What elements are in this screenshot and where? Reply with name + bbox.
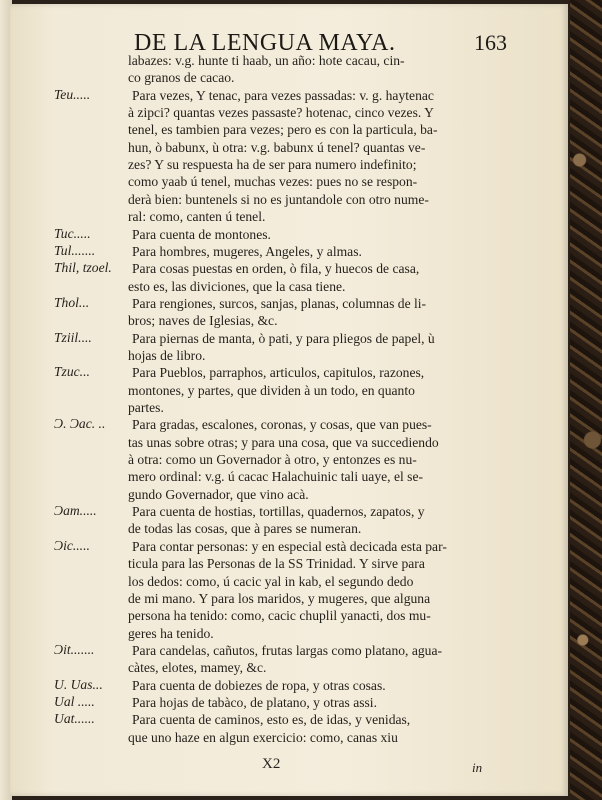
entry-line: gundo Governador, que vino acà. <box>128 486 309 502</box>
printer-signature: X2 <box>262 756 281 772</box>
entry-line: persona ha tenido: como, cacic chuplil yanacti, dos mu- <box>128 608 431 624</box>
entry-term: Ɔit....... <box>54 641 95 657</box>
entry-line: partes. <box>128 400 164 415</box>
entry-term: Tuc..... <box>54 225 91 241</box>
running-head: DE LA LENGUA MAYA. <box>134 30 396 56</box>
entry-line: hun, ò babunx, ù otra: v.g. babunx ú tenel? quantas ve- <box>128 139 426 155</box>
entry-line: Para hombres, mugeres, Angeles, y almas. <box>132 243 362 259</box>
entry-line: zes? Y su respuesta ha de ser para numero indefinito; <box>128 157 417 173</box>
entry-term: Thil, tzoel. <box>54 260 112 276</box>
entry-term: Teu..... <box>54 86 91 102</box>
entry-line: Para candelas, cañutos, frutas largas como platano, agua- <box>132 642 443 658</box>
entry-line: como yaab ú tenel, muchas vezes: pues no se respon- <box>128 174 418 190</box>
entry-line: bros; naves de Iglesias, &c. <box>128 313 278 329</box>
entry-line: Para contar personas: y en especial està decicada esta par- <box>132 538 447 554</box>
entry-line: à zipci? quantas vezes passaste? hotenac, cinco vezes. Y <box>128 105 434 121</box>
entry-term: Thol... <box>54 294 90 310</box>
entry-line: hojas de libro. <box>128 347 206 363</box>
entry-line: Para cosas puestas en orden, ò fila, y huecos de casa, <box>132 261 420 277</box>
catchword: in <box>472 760 483 775</box>
entry-line: montones, y partes, que dividen à un todo, en quanto <box>128 382 415 398</box>
entry-line: Para hojas de tabàco, de platano, y otras assi. <box>132 694 377 710</box>
entry-line: Para vezes, Y tenac, para vezes passadas: v. g. haytenac <box>132 87 434 103</box>
entry-line: co granos de cacao. <box>128 70 235 86</box>
entry-line: los dedos: como, ú cacic yal in kab, el segundo dedo <box>128 573 414 589</box>
entry-term: Ɔ. Ɔac. .. <box>54 416 106 432</box>
entry-term: Tul....... <box>54 242 96 258</box>
entry-term: Tzuc... <box>54 364 90 380</box>
entry-line: que uno haze en algun exercicio: como, canas xiu <box>128 729 398 745</box>
entry-line: de mi mano. Y para los maridos, y mugeres, que alguna <box>128 590 431 606</box>
entry-line: Para gradas, escalones, coronas, y cosas, que van pues- <box>132 417 432 433</box>
entry-line: Para piernas de manta, ò pati, y para pliegos de papel, ù <box>132 330 435 346</box>
entry-line: Para cuenta de caminos, esto es, de idas, y venidas, <box>132 712 411 728</box>
entry-line: esto es, las diviciones, que la casa tiene. <box>128 278 346 294</box>
entry-line: mero ordinal: v.g. ú cacac Halachuinic tali uaye, el se- <box>128 469 424 485</box>
entry-line: derà bien: buntenels si no es juntandole con otro nume- <box>128 191 429 207</box>
entry-line: Para rengiones, surcos, sanjas, planas, columnas de li- <box>132 295 427 311</box>
entry-line: Para cuenta de hostias, tortillas, quadernos, zapatos, y <box>132 504 425 520</box>
entry-line: tenel, es tambien para vezes; pero es con la particula, ba- <box>128 122 438 138</box>
entry-line: de todas las cosas, que à pares se numeran. <box>128 521 362 537</box>
entry-line: tas unas sobre otras; y para una cosa, que va succediendo <box>128 434 439 450</box>
entry-line: càtes, elotes, mamey, &c. <box>128 660 267 676</box>
entry-line: Para cuenta de dobiezes de ropa, y otras cosas. <box>132 677 386 693</box>
entry-term: Tziil.... <box>54 329 92 345</box>
entry-term: Ual ..... <box>54 693 95 709</box>
entry-term: Ɔic..... <box>54 537 90 553</box>
entry-term: Ɔam..... <box>54 503 97 519</box>
entry-line: à otra: como un Governador à otro, y entonzes es nu- <box>128 452 417 468</box>
book-page <box>10 4 568 796</box>
entry-line: Para cuenta de montones. <box>132 226 271 242</box>
entry-line: Para Pueblos, parraphos, articulos, capitulos, razones, <box>132 365 425 381</box>
page-number: 163 <box>474 30 507 55</box>
entry-line: geres ha tenido. <box>128 625 214 641</box>
entry-line: ral: como, canten ú tenel. <box>128 209 266 225</box>
entry-line: ticula para las Personas de la SS Trinidad. Y sirve para <box>128 556 425 572</box>
entry-term: U. Uas... <box>54 676 103 692</box>
entry-term: Uat...... <box>54 711 95 727</box>
marbled-book-cover <box>570 0 602 800</box>
entry-line: labazes: v.g. hunte ti haab, un año: hote cacau, cin- <box>128 53 405 68</box>
